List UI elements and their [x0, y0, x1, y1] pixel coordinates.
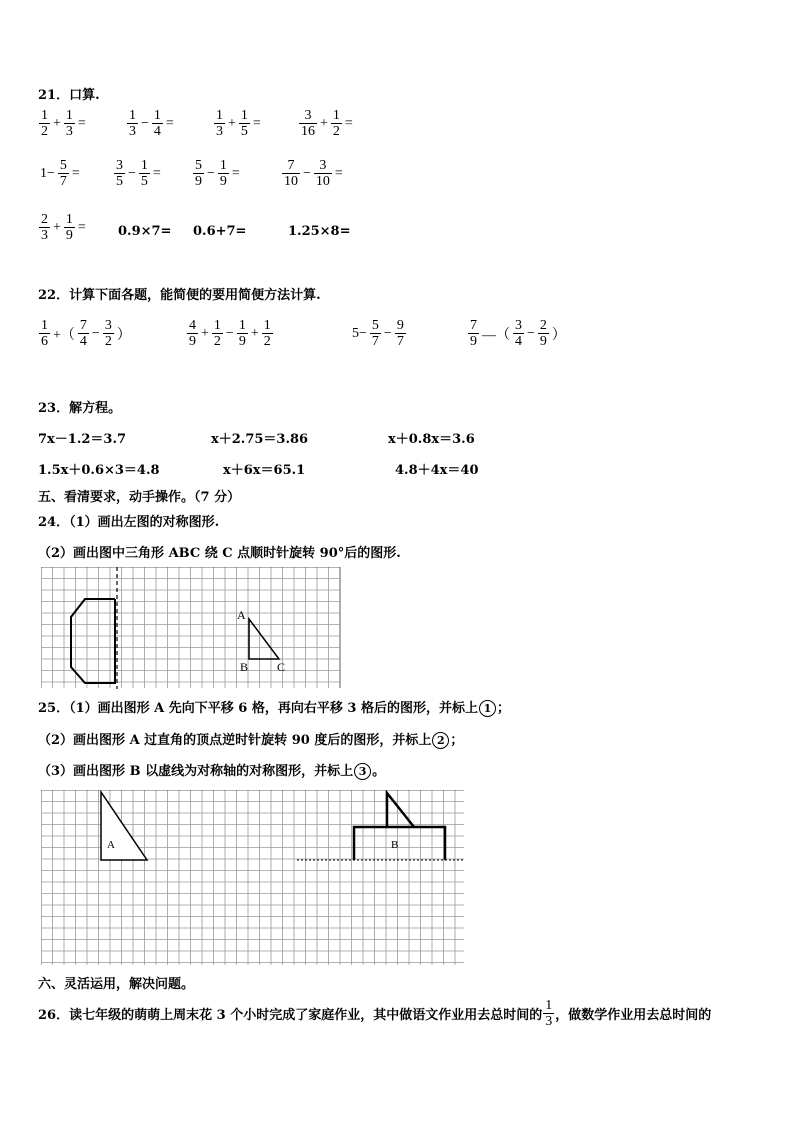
- circle-mark-2: 2: [432, 732, 449, 749]
- fraction: $\frac{1}{2}$: [41, 108, 48, 139]
- fraction: $\frac{1}{2}$: [332, 108, 340, 139]
- fraction: $\frac{1}{4}$: [153, 108, 161, 139]
- fraction: $\frac{3}{10}$: [315, 158, 330, 189]
- fraction: $\frac{2}{9}$: [539, 318, 547, 349]
- fraction: $\frac{5}{9}$: [195, 158, 202, 189]
- triangle-abc: [249, 619, 279, 659]
- equation-1: 7x－1.2＝3.7: [38, 432, 127, 447]
- fraction: $\frac{2}{3}$: [41, 212, 48, 243]
- mental-calc-item: $\frac{1}{2}$ + $\frac{1}{3}$ =: [41, 108, 86, 139]
- q25-line-1: 25．（1）画出图形 A 先向下平移 6 格，再向右平移 3 格后的图形，并标上 1 ；: [38, 701, 510, 716]
- mental-calc-item: 1.25×8=: [288, 224, 351, 239]
- q25-line-3: （3）画出图形 B 以虚线为对称轴的对称图形，并标上 3 。: [38, 764, 386, 779]
- q21-title: 21．口算.: [38, 88, 100, 103]
- mental-calc-item: $\frac{3}{16}$ + $\frac{1}{2}$ =: [301, 108, 353, 139]
- section-5-heading: 五、看清要求，动手操作。（7 分）: [38, 490, 241, 505]
- mental-calc-item: $\frac{2}{3}$ + $\frac{1}{9}$ =: [41, 212, 86, 243]
- fraction: $\frac{1}{9}$: [65, 212, 73, 243]
- q24-line-1: 24．（1）画出左图的对称图形.: [38, 515, 220, 530]
- label-a: A: [107, 839, 115, 851]
- calc-expr-3: 5− $\frac{5}{7}$ − $\frac{9}{7}$: [352, 318, 404, 349]
- grid-lines: [41, 567, 340, 688]
- fraction: $\frac{7}{10}$: [284, 158, 298, 189]
- calc-expr-1: $\frac{1}{6}$ +（ $\frac{7}{4}$ − $\frac{3}{2}$ ）: [41, 318, 131, 349]
- circle-mark-3: 3: [354, 763, 371, 780]
- shape-b-base: [354, 827, 445, 860]
- shape-b-top: [387, 793, 414, 827]
- mental-calc-item: $\frac{7}{10}$ − $\frac{3}{10}$ =: [284, 158, 343, 189]
- fraction: $\frac{3}{2}$: [104, 318, 112, 349]
- q24-line-2: （2）画出图中三角形 ABC 绕 C 点顺时针旋转 90°后的图形.: [38, 546, 401, 561]
- fraction: $\frac{3}{4}$: [515, 318, 522, 349]
- fraction: $\frac{1}{3}$: [216, 108, 223, 139]
- fraction: $\frac{1}{6}$: [41, 318, 48, 349]
- fraction: $\frac{3}{16}$: [301, 108, 315, 139]
- fraction: $\frac{1}{5}$: [140, 158, 148, 189]
- mental-calc-item: 0.6+7=: [193, 224, 247, 239]
- fraction: $\frac{1}{3}$: [65, 108, 73, 139]
- fraction: $\frac{7}{4}$: [79, 318, 87, 349]
- fraction: $\frac{1}{9}$: [219, 158, 227, 189]
- mental-calc-item: $\frac{5}{9}$ − $\frac{1}{9}$ =: [195, 158, 240, 189]
- mental-calc-item: $\frac{1}{3}$ + $\frac{1}{5}$ =: [216, 108, 261, 139]
- mental-calc-item: $\frac{1}{3}$ − $\frac{1}{4}$ =: [129, 108, 174, 139]
- fraction: $\frac{1}{5}$: [240, 108, 248, 139]
- fraction: $\frac{1}{3}$: [545, 998, 553, 1029]
- mental-calc-item: 1− $\frac{5}{7}$ =: [40, 158, 80, 189]
- label-b: B: [391, 839, 399, 851]
- equation-5: x＋6x＝65.1: [223, 463, 306, 478]
- fraction: $\frac{7}{9}$: [470, 318, 477, 349]
- calc-expr-2: $\frac{4}{9}$ + $\frac{1}{2}$ − $\frac{1}{9}$ + $\frac{1}{2}$: [189, 318, 271, 349]
- q24-grid-figure: [41, 567, 341, 689]
- mental-calc-item: $\frac{3}{5}$ − $\frac{1}{5}$ =: [116, 158, 161, 189]
- equation-2: x＋2.75＝3.86: [211, 432, 309, 447]
- q26-text: 26．读七年级的萌萌上周末花 3 个小时完成了家庭作业，其中做语文作业用去总时间的 $\frac{1}{3}$ ，做数学作业用去总时间的: [38, 998, 712, 1029]
- fraction: $\frac{1}{2}$: [263, 318, 271, 349]
- fraction: $\frac{1}{3}$: [129, 108, 136, 139]
- circle-mark-1: 1: [479, 700, 496, 717]
- q22-title: 22．计算下面各题，能简便的要用简便方法计算.: [38, 288, 321, 303]
- fraction: $\frac{5}{7}$: [371, 318, 379, 349]
- fraction: $\frac{4}{9}$: [189, 318, 196, 349]
- label-a: A: [237, 608, 246, 622]
- fraction: $\frac{1}{2}$: [213, 318, 221, 349]
- fraction: $\frac{5}{7}$: [59, 158, 67, 189]
- mental-calc-item: 0.9×7=: [118, 224, 172, 239]
- q25-grid-figure: [41, 790, 465, 966]
- section-6-heading: 六、灵活运用，解决问题。: [38, 977, 195, 992]
- q23-title: 23．解方程。: [38, 401, 122, 416]
- fraction: $\frac{9}{7}$: [396, 318, 404, 349]
- q25-line-2: （2）画出图形 A 过直角的顶点逆时针旋转 90 度后的图形，并标上 2 ；: [38, 733, 464, 748]
- equation-6: 4.8＋4x＝40: [395, 463, 479, 478]
- equation-3: x＋0.8x＝3.6: [388, 432, 475, 447]
- label-c: C: [277, 660, 286, 674]
- equation-4: 1.5x＋0.6×3＝4.8: [38, 463, 160, 478]
- fraction: $\frac{1}{9}$: [238, 318, 246, 349]
- fraction: $\frac{3}{5}$: [116, 158, 123, 189]
- calc-expr-4: $\frac{7}{9}$ —（ $\frac{3}{4}$ − $\frac{2}{9}$ ）: [470, 318, 566, 349]
- label-b: B: [240, 660, 249, 674]
